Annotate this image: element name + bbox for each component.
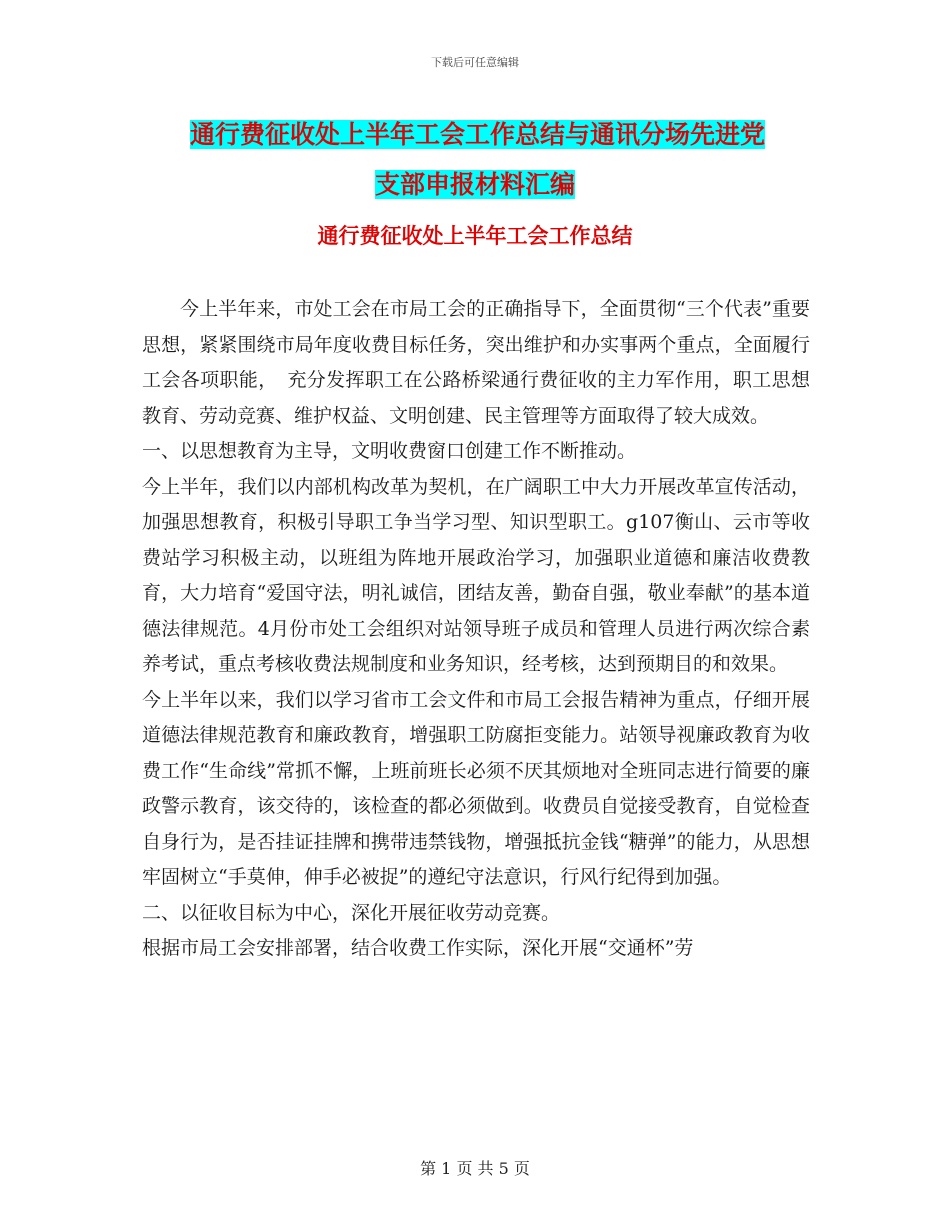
paragraph-intro: 今上半年来，市处工会在市局工会的正确指导下，全面贯彻“三个代表”重要思想，紧紧围绕市局年度收费目标任务，突出维护和办实事两个重点，全面履行工会各项职能， 充分发挥职工在公路桥梁通行费征收的主力军作用，职工思想教育、劳动竞赛、维护权益、文明创建、民主管理等方面取得了较大成效。: [142, 298, 810, 427]
paragraph: 根据市局工会安排部署，结合收费工作实际，深化开展“交通杯”劳: [142, 937, 694, 959]
body-text: [142, 292, 810, 967]
page-footer: 第 1 页 共 5 页: [420, 1159, 530, 1178]
section-heading-1: 一、以思想教育为主导，文明收费窗口创建工作不断推动。: [142, 440, 637, 462]
document-title: [140, 110, 810, 210]
title-line-2: 支部申报材料汇编: [374, 170, 575, 199]
section-title: 通行费征收处上半年工会工作总结: [317, 223, 633, 248]
paragraph: 今上半年以来，我们以学习省市工会文件和市局工会报告精神为重点，仔细开展道德法律规范教育和廉政教育，增强职工防腐拒变能力。站领导视廉政教育为收费工作“生命线”常抓不懈，上班前班长必须不厌其烦地对全班同志进行简要的廉政警示教育，该交待的，该检查的都必须做到。收费员自觉接受教育，自觉检查自身行为，是否挂证挂牌和携带违禁钱物，增强抵抗金钱“糖弹”的能力，从思想牢固树立“手莫伸，伸手必被捉”的遵纪守法意识，行风行纪得到加强。: [142, 688, 810, 888]
section-heading-2: 二、以征收目标为中心，深化开展征收劳动竞赛。: [142, 901, 561, 924]
paragraph: 今上半年，我们以内部机构改革为契机，在广阔职工中大力开展改革宣传活动，加强思想教育，积极引导职工争当学习型、知识型职工。g107衡山、云市等收费站学习积极主动，以班组为阵地开展政治学习，加强职业道德和廉洁收费教育，大力培育“爱国守法，明礼诚信，团结友善，勤奋自强，敬业奉献”的基本道德法律规范。4月份市处工会组织对站领导班子成员和管理人员进行两次综合素养考试，重点考核收费法规制度和业务知识，经考核，达到预期目的和效果。: [142, 475, 810, 675]
header-note: 下载后可任意编辑: [431, 56, 519, 69]
title-line-1: 通行费征收处上半年工会工作总结与通讯分场先进党: [190, 120, 766, 149]
